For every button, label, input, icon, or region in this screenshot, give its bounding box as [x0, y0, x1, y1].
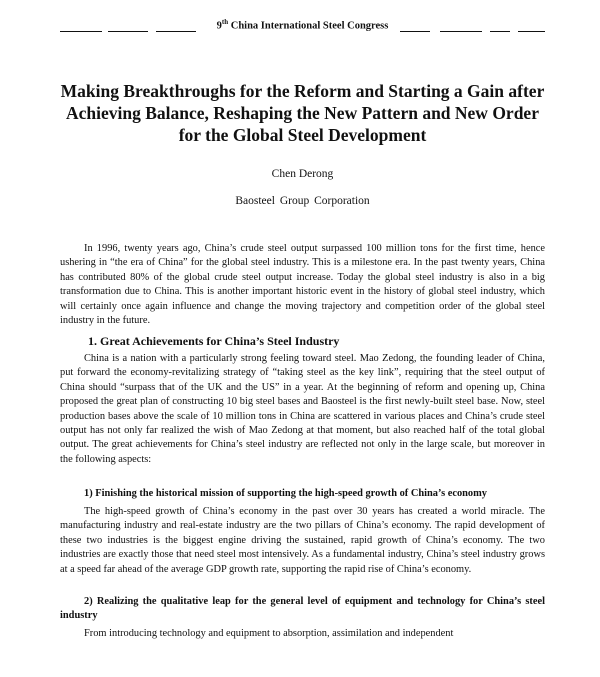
congress-ordinal-suffix: th: [221, 18, 229, 26]
running-header: [60, 18, 545, 38]
author-affiliation: Baosteel Group Corporation: [235, 195, 370, 207]
paper-title: Making Breakthroughs for the Reform and Starting a Gain after Achieving Balance, Reshaping the New Pattern and New Order for the Global Steel Development: [60, 81, 545, 145]
subsection1-paragraph: The high-speed growth of China’s economy in the past over 30 years has created a world miracle. The manufacturing industry and real-estate industry are the two pillars of China’s economy. The rapid development of these two industries is the biggest engine driving the sustained, rapid growth of China’s economy. The two industries are exactly those that need steel most intensively. As a fundamental industry, China’s steel industry grows at a speed far ahead of the average GDP growth rate, supporting the rapid rise of China’s economy.: [60, 506, 545, 575]
congress-name: China International Steel Congress: [228, 20, 389, 32]
subsection2-paragraph: From introducing technology and equipment to absorption, assimilation and independent: [84, 628, 454, 639]
author-name: Chen Derong: [271, 168, 334, 180]
section-heading: 1. Great Achievements for China’s Steel Industry: [88, 334, 340, 348]
subsection-heading: 2) Realizing the qualitative leap for the general level of equipment and technology for China’s steel industry: [60, 596, 545, 622]
intro-paragraph: In 1996, twenty years ago, China’s crude steel output surpassed 100 million tons for the first time, hence ushering in “the era of China” for the global steel industry. This is a milestone era. In the past twenty years, China has contributed 80% of the global crude steel output increase. Today the global steel industry is also in a big transformation due to China. This is another important historic event in the history of global steel industry, which will certainly once again influence and change the moving trajectory and competition order of the global steel industry in the future.: [60, 243, 545, 327]
section1-paragraph: China is a nation with a particularly strong feeling toward steel. Mao Zedong, the founding leader of China, put forward the economy-revitalizing strategy of “taking steel as the key link”, requiring that the steel output of China should “surpass that of the UK and the US” in a year. At the beginning of reform and opening up, China proposed the great plan of constructing 10 big steel bases and Baosteel is the first newly-built steel base. Now, steel production bases above the scale of 10 million tons in China are scattered in various places and China’s crude steel output has not only far realized the wish of Mao Zedong at that moment, but also reached half of the total global output. The great achievements for China’s steel industry are reflected not only in the large scale, but moreover in the following aspects:: [60, 353, 545, 465]
congress-ordinal: 9: [216, 20, 222, 32]
running-header-text: [60, 18, 545, 32]
subsection-heading: 1) Finishing the historical mission of supporting the high-speed growth of China’s economy: [84, 488, 487, 499]
